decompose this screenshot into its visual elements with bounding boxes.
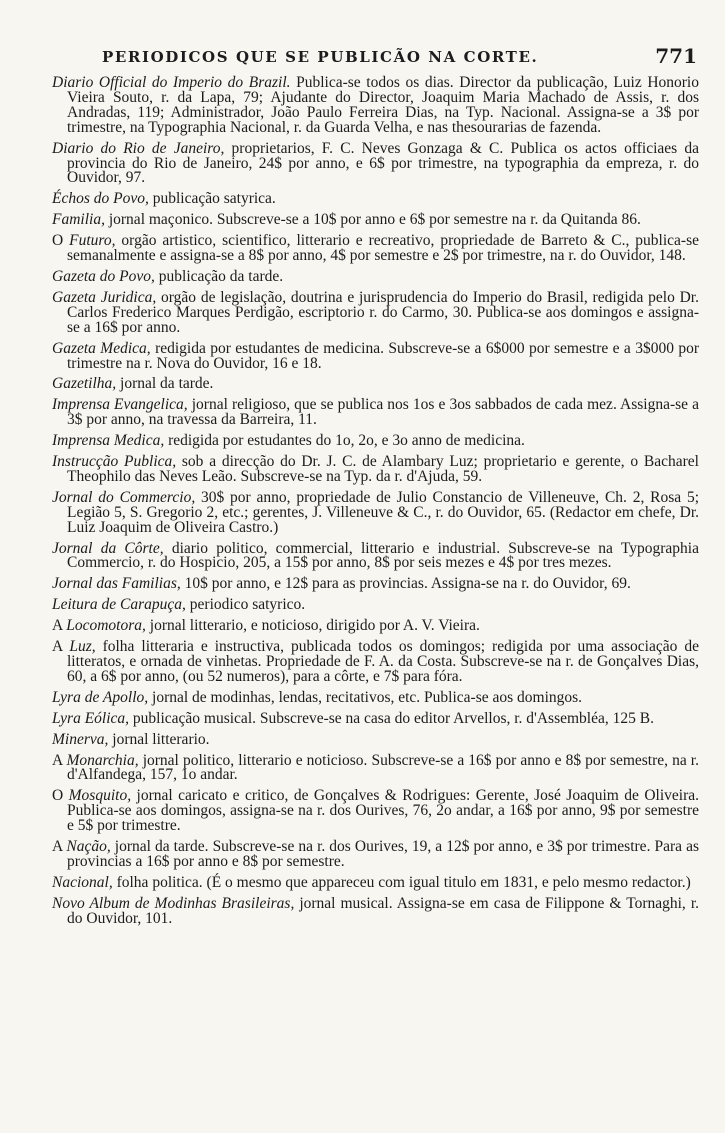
entry-text: jornal caricato e critico, de Gonçalves & Rodrigues: Gerente, José Joaquim de Oliveira. Publica-se aos domingos, assigna-se na r. dos Ourives, 76, 2o andar, a 16$ por anno, 9$ por semestre e 5$ por trimestre. [67, 787, 699, 835]
list-item [52, 339, 700, 372]
entry-prefix: A [52, 838, 67, 856]
entry-title: Mosquito, [68, 787, 132, 805]
entry-title: Diario Official do Imperio do Brazil. [52, 74, 291, 91]
entry-title: Gazeta Medica, [52, 339, 151, 357]
entry-prefix: A [52, 617, 67, 635]
entry-text: jornal maçonico. Subscreve-se a 10$ por anno e 6$ por semestre na r. da Quitanda 86. [104, 211, 641, 229]
entry-text: jornal da tarde. Subscreve-se na r. dos Ourives, 19, a 12$ por anno, e 3$ por trimestre. Para as provincias a 16$ por anno e 8$ por semestre. [67, 838, 699, 870]
entry-text: 10$ por anno, e 12$ para as provincias. Assigna-se na r. do Ouvidor, 69. [180, 575, 631, 593]
list-item [52, 751, 699, 784]
entry-title: Novo Album de Modinhas Brasileiras, [52, 894, 295, 912]
list-item [52, 688, 699, 706]
entry-title: Nação, [66, 838, 111, 856]
page-title: PERIODICOS QUE SE PUBLICÃO NA CORTE. [102, 48, 539, 66]
entry-text: jornal litterario, e noticioso, dirigido por A. V. Vieira. [145, 617, 480, 635]
entry-prefix: O [52, 787, 69, 805]
entry-prefix: A [52, 638, 70, 656]
entry-text: redigida por estudantes de medicina. Subscreve-se a 6$000 por semestre e a 3$000 por trimestre na r. Nova do Ouvidor, 16 e 18. [67, 339, 700, 372]
list-item [52, 76, 699, 136]
list-item [52, 709, 699, 727]
entry-title: Diario do Rio de Janeiro, [52, 139, 225, 157]
entry-text: jornal religioso, que se publica nos 1os e 3os sabbados de cada mez. Assigna-se a 3$ por anno, na travessa da Barreira, 11. [67, 396, 700, 429]
entry-title: Jornal das Familias, [52, 575, 181, 593]
list-item [52, 398, 699, 428]
entry-text: periodico satyrico. [185, 596, 306, 614]
entry-title: Gazeta do Povo, [52, 267, 155, 285]
list-item [52, 840, 699, 870]
entry-prefix: O [52, 232, 70, 250]
list-item [52, 873, 699, 891]
list-item [52, 434, 699, 449]
list-item [52, 139, 699, 187]
entry-prefix: A [52, 751, 67, 769]
running-head [52, 44, 699, 74]
list-item [52, 619, 699, 634]
entry-title: Gazeta Juridica, [52, 288, 157, 306]
page-number: 771 [655, 44, 697, 68]
entry-title: Luz, [69, 638, 96, 656]
entry-title: Imprensa Evangelica, [52, 396, 188, 414]
entry-title: Leitura de Carapuça, [52, 596, 186, 614]
list-item [52, 213, 699, 228]
entry-text: proprietarios, F. C. Neves Gonzaga & C. Publica os actos officiaes da provincia do Rio de Janeiro, 24$ por anno, e 6$ por trimestre, na typographia da empreza, r. do Ouvidor, 97. [67, 139, 699, 187]
list-item [52, 234, 699, 264]
entry-title: Jornal do Commercio, [52, 488, 196, 506]
list-item [52, 894, 699, 927]
list-item [52, 488, 699, 536]
list-item [52, 640, 699, 685]
entry-title: Monarchia, [66, 751, 139, 769]
entry-text: jornal de modinhas, lendas, recitativos, etc. Publica-se aos domingos. [148, 688, 583, 706]
entry-text: diario politico, commercial, litterario e industrial. Subscreve-se na Typographia Commercio, r. do Hospicio, 205, a 15$ por anno, 8$ por seis mezes e 4$ por tres mezes. [67, 539, 699, 572]
entry-title: Instrucção Publica, [52, 453, 177, 471]
entry-text: folha litteraria e instructiva, publicada todos os domingos; redigida por uma associação de litteratos, e ornada de vinhetas. Propriedade de F. A. da Costa. Subscreve-se na r. de Gonçalves Dias, 60, a 6$ por anno, (ou 52 numeros), para a côrte, e 7$ para fóra. [67, 638, 699, 685]
entry-text: orgão artistico, scientifico, litterario e recreativo, propriedade de Barreto & C., publica-se semanalmente e assigna-se a 8$ por anno, 4$ por semestre e 2$ por trimestre, na r. do Ouvidor, 148. [67, 232, 699, 265]
entry-text: jornal politico, litterario e noticioso. Subscreve-se a 16$ por anno e 8$ por semestre, na r. d'Alfandega, 157, 1o andar. [67, 751, 699, 784]
entry-title: Jornal da Côrte, [52, 539, 164, 557]
entry-title: Gazetilha, [52, 375, 117, 393]
list-item [52, 730, 699, 748]
list-item [52, 288, 699, 336]
list-item [52, 267, 699, 285]
entry-text: Publica-se todos os dias. Director da publicação, Luiz Honorio Vieira Souto, r. da Lapa, 79; Ajudante do Director, Joaquim Maria Machado de Assis, r. dos Andradas, 119; Administrador, João Paulo Ferreira Dias, na Typ. Nacional. Assigna-se a 3$ por trimestre, na Typographia Nacional, r. da Guarda Velha, e nas thesourarias de fazenda. [67, 74, 699, 136]
list-item [52, 577, 699, 592]
entry-title: Familia, [52, 211, 105, 229]
entry-text: publicação da tarde. [154, 267, 284, 285]
entry-text: 30$ por anno, propriedade de Julio Constancio de Villeneuve, Ch. 2, Rosa 5; Legião 5, S. Gregorio 2, etc.; gerentes, J. Villeneuve & C., r. do Ouvidor, 65. (Redactor em chefe, Dr. Luiz Joaquim de Oliveira Castro.) [67, 488, 699, 536]
entry-text: sob a direcção do Dr. J. C. de Alambary Luz; proprietario e gerente, o Bacharel Theophilo das Neves Leão. Subscreve-se na Typ. da r. d'Ajuda, 59. [67, 453, 699, 485]
list-item [52, 598, 699, 613]
entry-title: Minerva, [52, 730, 109, 748]
entry-text: redigida por estudantes do 1o, 2o, e 3o anno de medicina. [164, 432, 525, 450]
entry-text: jornal da tarde. [116, 375, 214, 393]
entry-title: Locomotora, [66, 617, 146, 635]
entry-title: Lyra Eólica, [52, 709, 130, 727]
entry-title: Échos do Povo, [52, 190, 149, 208]
entry-text: orgão de legislação, doutrina e jurisprudencia do Imperio do Brasil, redigida pelo Dr. Carlos Frederico Marques Perdigão, escriptorio r. do Carmo, 30. Publica-se aos domingos e assigna-se a 16$ por anno. [67, 288, 699, 336]
entry-title: Imprensa Medica, [52, 432, 165, 450]
entry-text: publicação musical. Subscreve-se na casa do editor Arvellos, r. d'Assembléa, 125 B. [129, 709, 654, 727]
list-item [52, 377, 699, 392]
entry-title: Nacional, [52, 873, 113, 891]
entry-text: folha politica. (É o mesmo que appareceu com igual titulo em 1831, e pelo mesmo redactor.) [112, 873, 691, 891]
entry-text: publicação satyrica. [148, 190, 276, 208]
list-item [52, 539, 699, 572]
entry-title: Lyra de Apollo, [52, 688, 149, 706]
entry-text: jornal litterario. [108, 730, 210, 748]
entry-title: Futuro, [69, 232, 116, 250]
list-item [52, 789, 699, 834]
list-item [52, 192, 699, 207]
periodical-list [52, 76, 699, 927]
list-item [52, 455, 699, 485]
entry-text: jornal musical. Assigna-se em casa de Filippone & Tornaghi, r. do Ouvidor, 101. [67, 894, 699, 927]
